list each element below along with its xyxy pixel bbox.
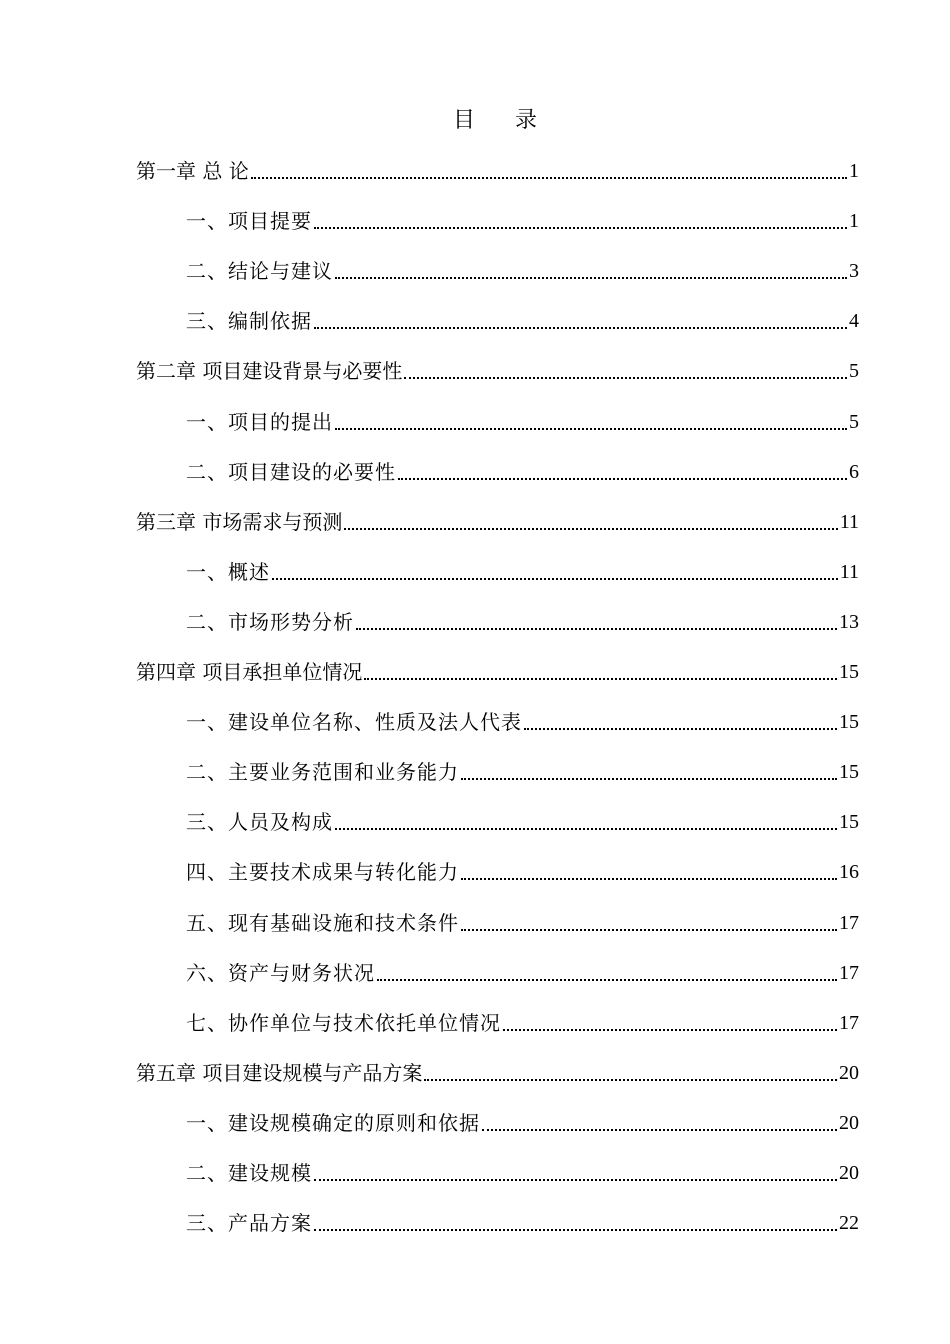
toc-dot-leader [503,1029,837,1031]
toc-entry-label: 二、主要业务范围和业务能力 [186,760,459,785]
toc-section-entry[interactable] [186,455,859,489]
toc-section-entry[interactable] [186,755,859,789]
toc-chapter-entry[interactable] [136,354,859,388]
toc-dot-leader [461,929,837,931]
toc-entry-label: 一、项目的提出 [186,409,333,434]
toc-dot-leader [314,1179,837,1181]
toc-section-entry[interactable] [186,1156,859,1190]
toc-page-number: 6 [849,460,859,483]
toc-section-entry[interactable] [186,805,859,839]
toc-page-number: 17 [839,911,859,934]
toc-section-entry[interactable] [186,906,859,940]
toc-section-entry[interactable] [186,605,859,639]
toc-entry-label: 四、主要技术成果与转化能力 [186,860,459,885]
toc-page-number: 11 [839,560,859,583]
toc-section-entry[interactable] [186,1106,859,1140]
toc-page-number: 4 [849,310,859,333]
toc-section-entry[interactable] [186,1006,859,1040]
toc-entry-label: 二、市场形势分析 [186,609,354,634]
toc-entry-label: 二、建设规模 [186,1161,312,1185]
toc-entry-label: 三、产品方案 [186,1211,312,1236]
toc-dot-leader [524,728,837,730]
toc-page-number: 20 [839,1061,859,1084]
toc-dot-leader [344,528,837,530]
toc-dot-leader [314,227,847,229]
toc-dot-leader [461,878,837,880]
toc-entry-label: 五、现有基础设施和技术条件 [186,910,459,935]
toc-page-number: 16 [839,861,859,884]
toc-entry-label: 第二章 项目建设背景与必要性 [136,359,403,384]
toc-entry-label: 三、编制依据 [186,309,312,334]
toc-entry-label: 七、协作单位与技术依托单位情况 [186,1010,501,1035]
toc-dot-leader [251,177,847,179]
toc-page-number: 1 [849,210,859,233]
toc-title: 目录 [452,108,577,133]
toc-entry-label: 一、建设规模确定的原则和依据 [186,1110,480,1135]
toc-entry-label: 第三章 市场需求与预测 [136,509,343,534]
toc-page-number: 13 [839,610,859,633]
toc-section-entry[interactable] [186,1206,859,1240]
toc-dot-leader [482,1129,837,1131]
toc-page-number: 15 [839,811,859,834]
toc-dot-leader [335,277,847,279]
toc-page-number: 15 [839,761,859,784]
toc-page-number: 17 [839,1011,859,1034]
toc-section-entry[interactable] [186,405,859,439]
toc-page-number: 22 [839,1212,859,1235]
toc-section-entry[interactable] [186,304,859,338]
toc-entry-label: 第一章 总 论 [136,159,249,183]
toc-dot-leader [404,377,847,379]
toc-section-entry[interactable] [186,254,859,288]
toc-chapter-entry[interactable] [136,505,859,539]
toc-chapter-entry[interactable] [136,154,859,188]
toc-dot-leader [272,578,838,580]
toc-entry-label: 第五章 项目建设规模与产品方案 [136,1060,423,1085]
toc-dot-leader [461,778,837,780]
toc-page-number: 3 [849,260,859,283]
toc-chapter-entry[interactable] [136,655,859,689]
toc-dot-leader [314,327,847,329]
toc-dot-leader [314,1229,837,1231]
toc-section-entry[interactable] [186,705,859,739]
toc-dot-leader [424,1079,837,1081]
toc-page-number: 11 [839,510,859,533]
toc-dot-leader [364,678,837,680]
toc-entry-label: 二、结论与建议 [186,259,333,284]
toc-section-entry[interactable] [186,204,859,238]
toc-section-entry[interactable] [186,855,859,889]
toc-dot-leader [335,428,847,430]
toc-section-entry[interactable] [186,956,859,990]
toc-section-entry[interactable] [186,555,859,589]
toc-dot-leader [335,828,837,830]
toc-entry-label: 六、资产与财务状况 [186,960,375,985]
toc-dot-leader [377,979,837,981]
toc-page-number: 5 [849,360,859,383]
toc-page-number: 1 [849,160,859,182]
toc-chapter-entry[interactable] [136,1056,859,1090]
toc-page-number: 5 [849,410,859,433]
toc-page-number: 20 [839,1162,859,1184]
toc-entry-label: 一、概述 [186,559,270,584]
toc-page-number: 17 [839,961,859,984]
toc-dot-leader [356,628,837,630]
toc-entry-label: 一、项目提要 [186,209,312,234]
toc-entry-label: 第四章 项目承担单位情况 [136,660,363,684]
toc-entry-label: 一、建设单位名称、性质及法人代表 [186,710,522,735]
toc-dot-leader [398,478,847,480]
toc-page-number: 20 [839,1111,859,1134]
toc-page-number: 15 [839,661,859,683]
toc-entry-label: 三、人员及构成 [186,810,333,835]
toc-page-number: 15 [839,711,859,734]
toc-entry-label: 二、项目建设的必要性 [186,459,396,484]
